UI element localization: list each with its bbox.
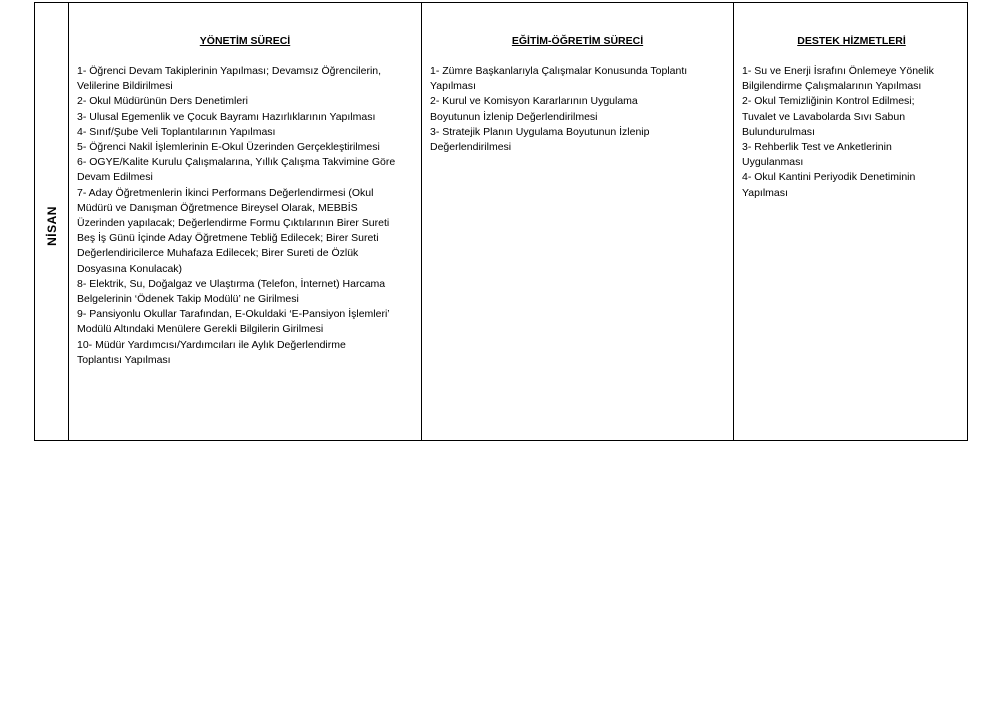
month-label: NİSAN <box>44 206 59 246</box>
list-item: 3- Rehberlik Test ve Anketlerinin Uygulanması <box>742 141 892 169</box>
month-column <box>35 3 69 440</box>
monthly-plan-table <box>34 2 968 441</box>
list-item: 5- Öğrenci Nakil İşlemlerinin E-Okul Üzerinden Gerçekleştirilmesi <box>77 141 380 154</box>
support-services-column <box>734 3 969 440</box>
list-item: 1- Su ve Enerji İsrafını Önlemeye Yönelik Bilgilendirme Çalışmalarının Yapılması <box>742 65 934 93</box>
list-item: 9- Pansiyonlu Okullar Tarafından, E-Okuldaki ‘E-Pansiyon İşlemleri’ Modülü Altındaki Menülere Gerekli Bilgilerin Girilmesi <box>77 308 390 336</box>
list-item: 1- Zümre Başkanlarıyla Çalışmalar Konusunda Toplantı Yapılması <box>430 65 688 93</box>
education-process-column <box>422 3 734 440</box>
item-list <box>742 64 961 201</box>
item-list <box>77 64 413 368</box>
column-header: EĞİTİM-ÖĞRETİM SÜRECİ <box>511 35 644 47</box>
column-header: YÖNETİM SÜRECİ <box>199 35 291 47</box>
list-item: 1- Öğrenci Devam Takiplerinin Yapılması; Devamsız Öğrencilerin, Velilerine Bildirilmesi <box>77 65 382 93</box>
list-item: 7- Aday Öğretmenlerin İkinci Performans Değerlendirmesi (Okul Müdürü ve Danışman Öğretmence Bireysel Olarak, MEBBİS Üzerinden yapılacak; Değerlendirme Formu Çıktılarının Birer Sureti Beş İş Günü İçinde Aday Öğretmene Tebliğ Edilecek; Birer Sureti Değerlendiricilerce Muhafaza Edilecek; Birer Sureti de Özlük Dosyasına Konulacak) <box>77 186 390 275</box>
list-item: 2- Kurul ve Komisyon Kararlarının Uygulama Boyutunun İzlenip Değerlendirilmesi <box>430 95 638 123</box>
list-item: 4- Okul Kantini Periyodik Denetiminin Yapılması <box>742 171 916 199</box>
list-item: 2- Okul Temizliğinin Kontrol Edilmesi; Tuvalet ve Lavabolarda Sıvı Sabun Bulundurulması <box>742 95 915 138</box>
column-header: DESTEK HİZMETLERİ <box>797 35 906 47</box>
list-item: 8- Elektrik, Su, Doğalgaz ve Ulaştırma (Telefon, İnternet) Harcama Belgelerinin ‘Ödenek Takip Modülü’ ne Girilmesi <box>77 277 386 306</box>
list-item: 10- Müdür Yardımcısı/Yardımcıları ile Aylık Değerlendirme Toplantısı Yapılması <box>77 338 346 366</box>
list-item: 3- Stratejik Planın Uygulama Boyutunun İzlenip Değerlendirilmesi <box>430 125 650 154</box>
list-item: 4- Sınıf/Şube Veli Toplantılarının Yapılması <box>77 125 276 138</box>
item-list <box>430 64 725 155</box>
management-process-column <box>69 3 422 440</box>
list-item: 2- Okul Müdürünün Ders Denetimleri <box>77 95 248 108</box>
list-item: 6- OGYE/Kalite Kurulu Çalışmalarına, Yıllık Çalışma Takvimine Göre Devam Edilmesi <box>77 156 396 184</box>
list-item: 3- Ulusal Egemenlik ve Çocuk Bayramı Hazırlıklarının Yapılması <box>77 110 376 123</box>
